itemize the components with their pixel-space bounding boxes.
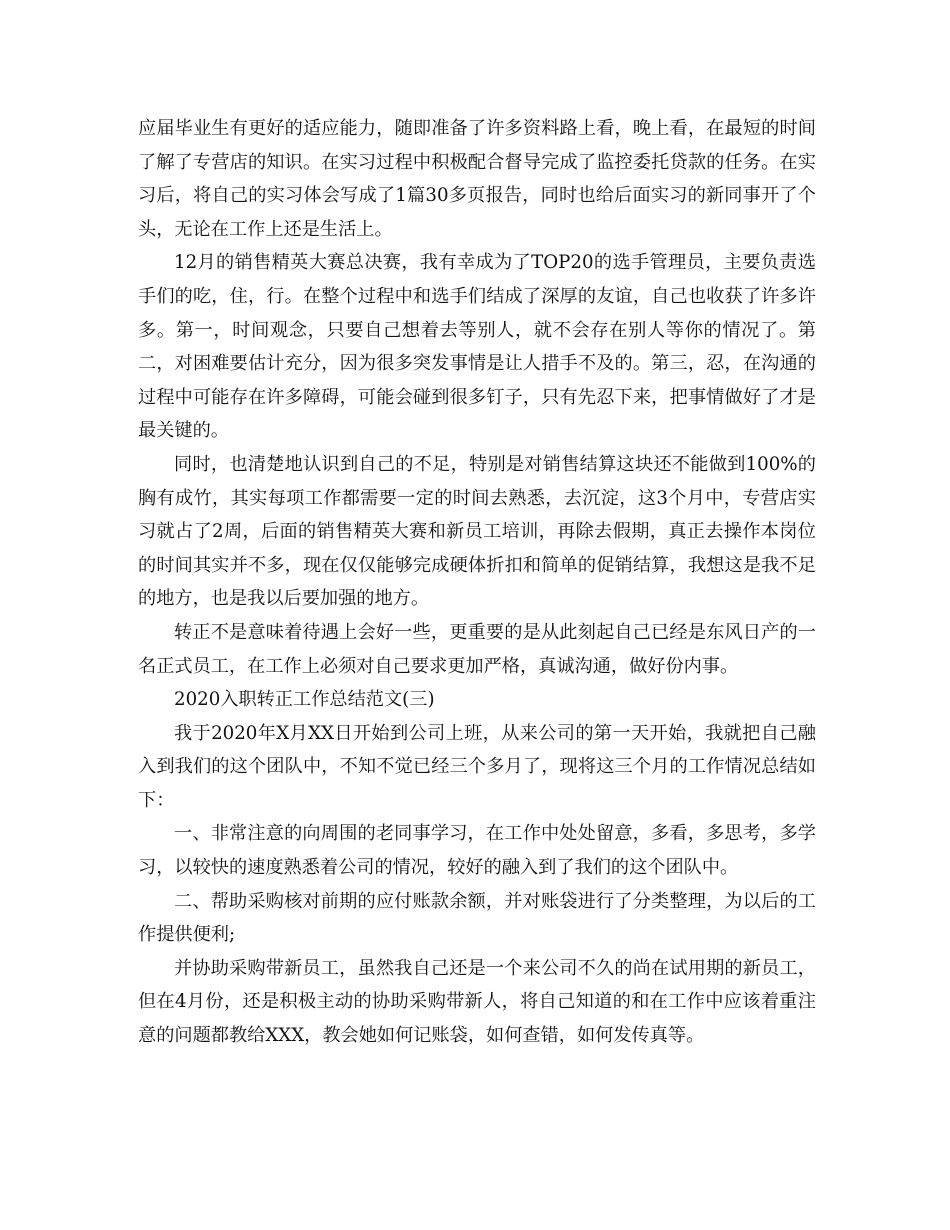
paragraph-internship-continuation: 应届毕业生有更好的适应能力，随即准备了许多资料路上看，晚上看，在最短的时间了解了专营店的知识。在实习过程中积极配合督导完成了监控委托贷款的任务。在实习后，将自己的实习体会写成了1篇30多页报告，同时也给后面实习的新同事开了个头，无论在工作上还是生活上。 xyxy=(138,118,816,240)
paragraph-sales-contest: 12月的销售精英大赛总决赛，我有幸成为了TOP20的选手管理员，主要负责选手们的吃，住，行。在整个过程中和选手们结成了深厚的友谊，自己也收获了许多许多。第一，时间观念，只要自己想着去等别人，就不会存在别人等你的情况了。第二，对困难要估计充分，因为很多突发事情是让人措手不及的。第三，忍，在沟通的过程中可能存在许多障碍，可能会碰到很多钉子，只有先忍下来，把事情做好了才是最关键的。 xyxy=(138,252,816,442)
paragraph-shortcomings: 同时，也清楚地认识到自己的不足，特别是对销售结算这块还不能做到100%的胸有成竹，其实每项工作都需要一定的时间去熟悉，去沉淀，这3个月中，专营店实习就占了2周，后面的销售精英大赛和新员工培训，再除去假期，真正去操作本岗位的时间其实并不多，现在仅仅能够完成硬体折扣和简单的促销结算，我想这是我不足的地方，也是我以后要加强的地方。 xyxy=(138,453,816,610)
section-heading: 2020入职转正工作总结范文(三) xyxy=(174,689,435,711)
document-body xyxy=(138,112,816,1053)
paragraph-point-two: 二、帮助采购核对前期的应付账款余额，并对账袋进行了分类整理，为以后的工作提供便利; xyxy=(138,890,816,946)
paragraph-regularization: 转正不是意味着待遇上会好一些，更重要的是从此刻起自己已经是东风日产的一名正式员工，在工作上必须对自己要求更加严格，真诚沟通，做好份内事。 xyxy=(138,621,816,677)
paragraph-intro: 我于2020年X月XX日开始到公司上班，从来公司的第一天开始，我就把自己融入到我们的这个团队中，不知不觉已经三个多月了，现将这三个月的工作情况总结如下： xyxy=(138,722,816,811)
paragraph-assist-training: 并协助采购带新员工，虽然我自己还是一个来公司不久的尚在试用期的新员工，但在4月份，还是积极主动的协助采购带新人，将自己知道的和在工作中应该着重注意的问题都教给XXX，教会她如何记账袋，如何查错，如何发传真等。 xyxy=(138,957,816,1047)
paragraph-point-one: 一、非常注意的向周围的老同事学习，在工作中处处留意，多看，多思考，多学习，以较快的速度熟悉着公司的情况，较好的融入到了我们的这个团队中。 xyxy=(138,823,816,879)
